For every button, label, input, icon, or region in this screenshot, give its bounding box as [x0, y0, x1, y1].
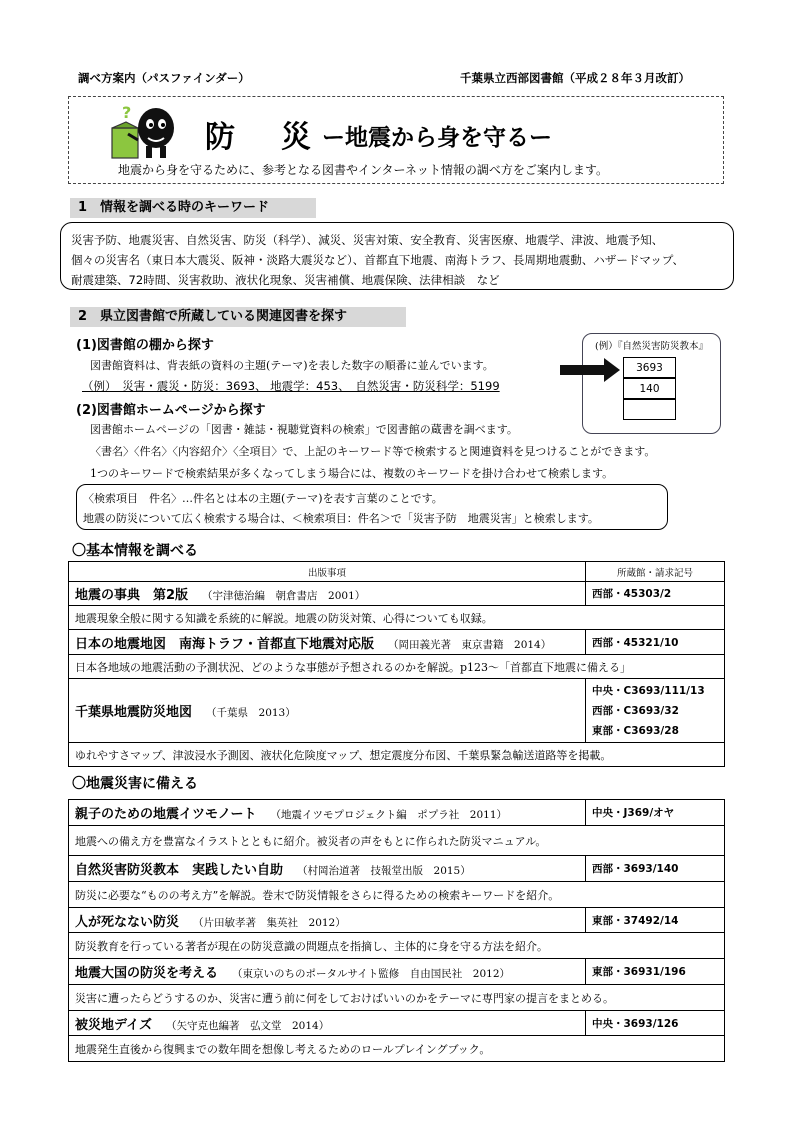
book-description: 防災に必要な“ものの考え方”を解説。巻末で防災情報をさらに得るための検索キーワードを紹介。: [69, 882, 725, 908]
table-row: [69, 985, 725, 1011]
book-meta: （片田敏孝著 集英社 2012）: [193, 916, 346, 929]
note-line: 地震の防災について広く検索する場合は、＜検索項目：件名＞で「災害予防 地震災害」と検索します。: [83, 512, 599, 525]
example-cell: 3693: [623, 357, 676, 378]
book-meta: （矢守克也編著 弘文堂 2014）: [165, 1019, 330, 1032]
basic-book-table: [68, 561, 725, 767]
book-meta: （千葉県 2013）: [206, 707, 296, 719]
header-right: 千葉県立西部図書館（平成２８年３月改訂）: [460, 71, 690, 85]
call-number: 中央・3693/126: [586, 1011, 725, 1036]
book-title: 地震大国の防災を考える: [75, 966, 219, 981]
call-number: 東部・37492/14: [586, 908, 725, 933]
table-row: [69, 582, 725, 606]
column-header: 所蔵館・請求記号: [586, 562, 725, 582]
note-line: 〈検索項目 件名〉…件名とは本の主題(テーマ)を表す言葉のことです。: [83, 492, 443, 505]
book-title: 地震の事典 第2版: [75, 588, 189, 603]
book-description: 災害に遭ったらどうするのか、災害に遭う前に何をしておけばいいのかをテーマに専門家の提言をまとめる。: [69, 985, 725, 1011]
table-row: [69, 856, 725, 882]
section1-heading: 1 情報を調べる時のキーワード: [70, 198, 316, 218]
table-row: [69, 606, 725, 630]
book-description: 地震発生直後から復興までの数年間を想像し考えるためのロールプレイングブック。: [69, 1036, 725, 1062]
book-meta: （宇津徳治編 朝倉書店 2001）: [202, 590, 366, 602]
page-title: 防 災: [205, 120, 319, 155]
book-title: 自然災害防災教本 実践したい自助: [75, 863, 284, 878]
arrow-right-icon: [560, 358, 622, 382]
homepage-text: 〈書名〉〈件名〉〈内容紹介〉〈全項目〉で、上記のキーワード等で検索すると関連資料を見つけることができます。: [90, 445, 656, 458]
call-number: 東部・C3693/28: [592, 724, 679, 737]
example-label: (例）『自然災害防災教本』: [595, 341, 708, 352]
book-meta: （岡田義光著 東京書籍 2014）: [388, 638, 552, 651]
call-number: 中央・C3693/111/13: [592, 684, 705, 697]
book-title: 千葉県地震防災地図: [75, 705, 193, 720]
svg-text:?: ?: [122, 103, 132, 122]
book-meta: （東京いのちのポータルサイト監修 自由国民社 2012）: [232, 968, 511, 980]
homepage-text: 図書館ホームページの「図書・雑誌・視聴覚資料の検索」で図書館の蔵書を調べます。: [90, 423, 518, 436]
table-row: [69, 679, 725, 743]
call-number: 西部・45321/10: [586, 630, 725, 655]
page-subtitle: ー地震から身を守るー: [322, 125, 552, 151]
example-cell: [623, 399, 676, 420]
example-cell: 140: [623, 378, 676, 399]
section2-heading: 2 県立図書館で所蔵している関連図書を探す: [70, 307, 406, 327]
prepare-book-table: [68, 799, 725, 1062]
book-title: 親子のための地震イツモノート: [75, 807, 257, 822]
search-note-box: [76, 484, 668, 530]
call-number: 西部・3693/140: [586, 856, 725, 882]
keyword-line: 耐震建築、72時間、災害救助、液状化現象、災害補償、地震保険、法律相談 など: [71, 273, 500, 287]
book-description: 地震現象全般に関する知識を系統的に解説。地震の防災対策、心得についても収録。: [69, 606, 725, 630]
keyword-line: 災害予防、地震災害、自然災害、防災（科学）、減災、災害対策、安全教育、災害医療、地震学、津波、地震予知、: [71, 233, 664, 247]
table-row: [69, 630, 725, 655]
book-meta: （地震イツモプロジェクト編 ポプラ社 2011）: [270, 809, 507, 821]
table-row: [69, 1036, 725, 1062]
book-title: 日本の地震地図 南海トラフ・首都直下地震対応版: [75, 636, 375, 652]
shelf-text: 図書館資料は、背表紙の資料の主題(テーマ)を表した数字の順番に並んでいます。: [90, 359, 494, 372]
column-header: 出版事項: [69, 562, 586, 582]
header-left: 調べ方案内（パスファインダー）: [78, 71, 250, 85]
table-row: [69, 959, 725, 985]
book-description: 日本各地域の地震活動の予測状況、どのような事態が予想されるのかを解説。p123～「首都直下地震に備える」: [69, 655, 725, 679]
call-number: 東部・36931/196: [586, 959, 725, 985]
table-row: [69, 655, 725, 679]
table-row: [69, 743, 725, 767]
intro-text: 地震から身を守るために、参考となる図書やインターネット情報の調べ方をご案内します。: [118, 163, 608, 177]
keyword-box: [60, 222, 734, 290]
shelf-example: （例） 災害・震災・防災：3693、 地震学：453、 自然災害・防災科学：5199: [82, 379, 500, 393]
book-description: ゆれやすさマップ、津波浸水予測図、液状化危険度マップ、想定震度分布図、千葉県緊急輸送道路等を掲載。: [69, 743, 725, 767]
prepare-heading: 〇地震災害に備える: [72, 776, 198, 792]
book-title: 人が死なない防災: [75, 914, 180, 930]
mascot-icon: [108, 100, 186, 162]
subsection-homepage-title: (2)図書館ホームページから探す: [76, 403, 266, 418]
call-number: 西部・C3693/32: [592, 704, 679, 717]
call-number: 中央・J369/オヤ: [586, 800, 725, 826]
table-row: [69, 1011, 725, 1036]
basic-heading: 〇基本情報を調べる: [72, 543, 198, 559]
table-row: [69, 908, 725, 933]
book-meta: （村岡治道著 技報堂出版 2015）: [297, 865, 471, 877]
homepage-text: 1つのキーワードで検索結果が多くなってしまう場合には、複数のキーワードを掛け合わせて検索します。: [90, 467, 614, 480]
book-description: 地震への備え方を豊富なイラストとともに紹介。被災者の声をもとに作られた防災マニュアル。: [69, 826, 725, 856]
book-title: 被災地デイズ: [75, 1017, 152, 1033]
table-header-row: [69, 562, 725, 582]
subsection-shelf-title: (1)図書館の棚から探す: [76, 338, 214, 353]
table-row: [69, 800, 725, 826]
table-row: [69, 933, 725, 959]
keyword-line: 個々の災害名（東日本大震災、阪神・淡路大震災など）、首都直下地震、南海トラフ、長周期地震動、ハザードマップ、: [71, 253, 684, 267]
book-description: 防災教育を行っている著者が現在の防災意識の問題点を指摘し、主体的に身を守る方法を紹介。: [69, 933, 725, 959]
table-row: [69, 826, 725, 856]
table-row: [69, 882, 725, 908]
call-number: 西部・45303/2: [586, 582, 725, 606]
